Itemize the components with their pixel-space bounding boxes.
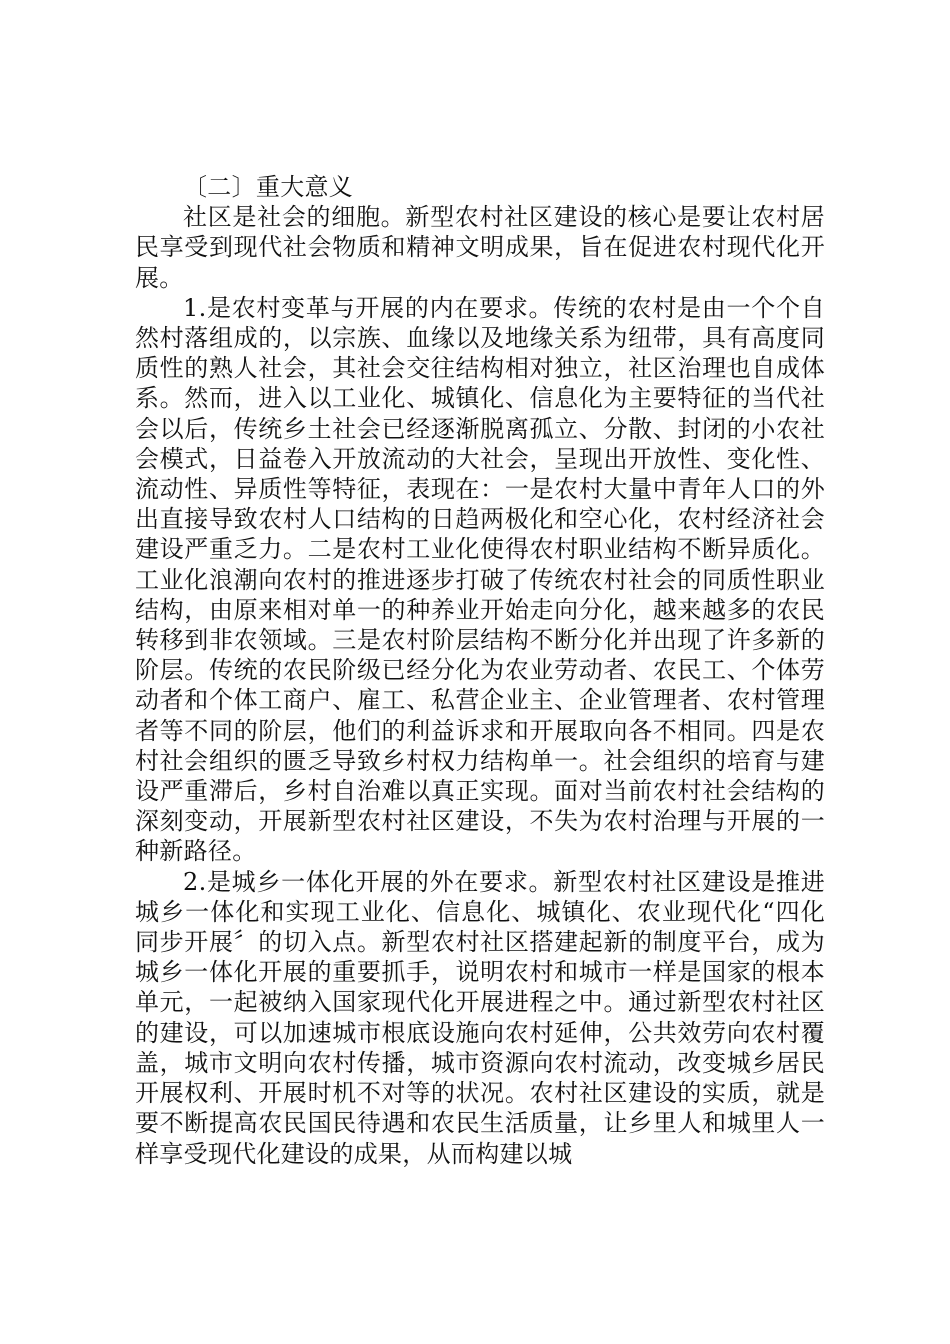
- document-body: [135, 172, 825, 1169]
- paragraph-urban-rural-integration: 2.是城乡一体化开展的外在要求。新型农村社区建设是推进城乡一体化和实现工业化、信息化、城镇化、农业现代化“四化同步开展〞的切入点。新型农村社区搭建起新的制度平台，成为城乡一体化开展的重要抓手，说明农村和城市一样是国家的根本单元，一起被纳入国家现代化开展进程之中。通过新型农村社区的建设，可以加速城市根底设施向农村延伸，公共效劳向农村覆盖，城市文明向农村传播，城市资源向农村流动，改变城乡居民开展权利、开展时机不对等的状况。农村社区建设的实质，就是要不断提高农民国民待遇和农民生活质量，让乡里人和城里人一样享受现代化建设的成果，从而构建以城: [135, 867, 825, 1168]
- paragraph-rural-reform: 1.是农村变革与开展的内在要求。传统的农村是由一个个自然村落组成的，以宗族、血缘以及地缘关系为纽带，具有高度同质性的熟人社会，其社会交往结构相对独立，社区治理也自成体系。然而，进入以工业化、城镇化、信息化为主要特征的当代社会以后，传统乡土社会已经逐渐脱离孤立、分散、封闭的小农社会模式，日益卷入开放流动的大社会，呈现出开放性、变化性、流动性、异质性等特征，表现在：一是农村大量中青年人口的外出直接导致农村人口结构的日趋两极化和空心化，农村经济社会建设严重乏力。二是农村工业化使得农村职业结构不断异质化。工业化浪潮向农村的推进逐步打破了传统农村社会的同质性职业结构，由原来相对单一的种养业开始走向分化，越来越多的农民转移到非农领域。三是农村阶层结构不断分化并出现了许多新的阶层。传统的农民阶级已经分化为农业劳动者、农民工、个体劳动者和个体工商户、雇工、私营企业主、企业管理者、农村管理者等不同的阶层，他们的利益诉求和开展取向各不相同。四是农村社会组织的匮乏导致乡村权力结构单一。社会组织的培育与建设严重滞后，乡村自治难以真正实现。面对当前农村社会结构的深刻变动，开展新型农村社区建设，不失为农村治理与开展的一种新路径。: [135, 293, 825, 866]
- section-heading: 〔二〕重大意义: [183, 173, 354, 201]
- paragraph-community-cell: 社区是社会的细胞。新型农村社区建设的核心是要让农村居民享受到现代社会物质和精神文明成果，旨在促进农村现代化开展。: [135, 203, 825, 292]
